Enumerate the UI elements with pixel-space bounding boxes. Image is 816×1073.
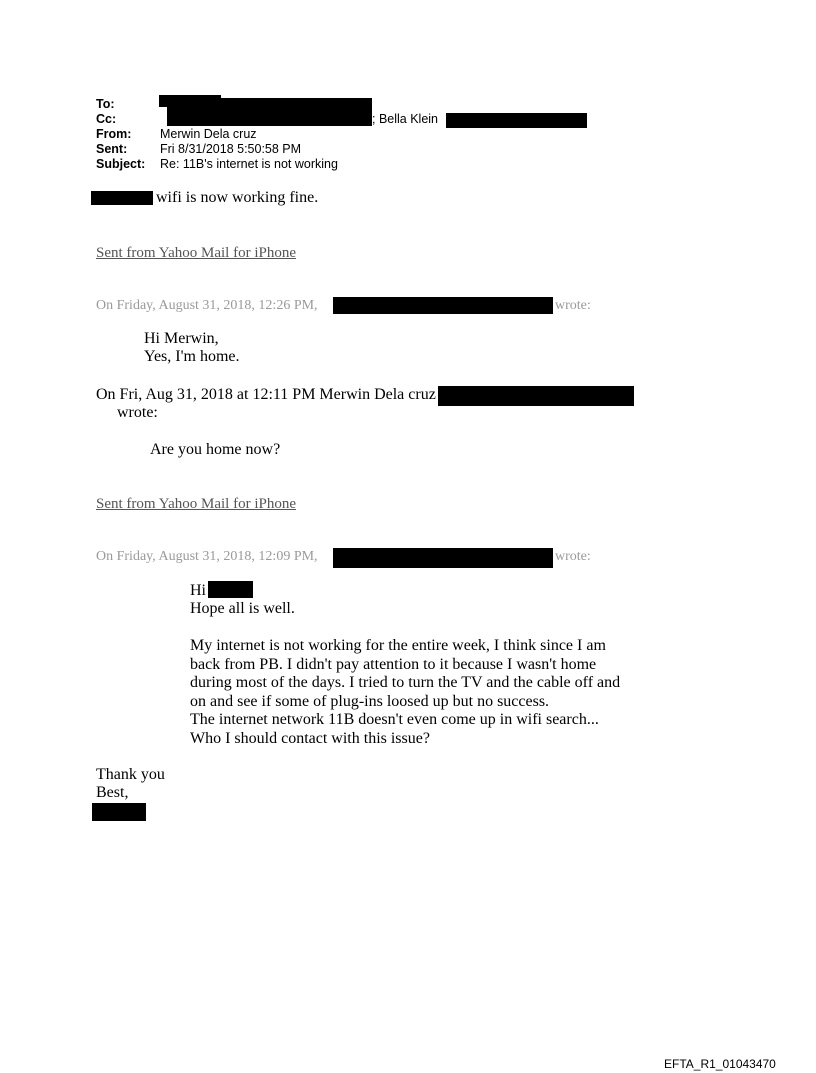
quote3-paragraph	[190, 637, 650, 748]
quote1-line1: Hi Merwin,	[144, 330, 219, 347]
redaction-quote3-sender	[333, 548, 553, 568]
paragraph-line: The internet network 11B doesn't even come up in wifi search...	[190, 711, 599, 728]
redaction-reply-name	[91, 191, 153, 205]
quote1-line2: Yes, I'm home.	[144, 348, 240, 365]
redaction-quote1-sender	[333, 297, 553, 314]
quote1-attribution: On Friday, August 31, 2018, 12:26 PM,	[96, 298, 318, 313]
paragraph-line: during most of the days. I tried to turn the TV and the cable off and	[190, 674, 621, 691]
quote3-greeting: Hi	[190, 582, 206, 599]
cc-visible-name: ; Bella Klein	[372, 112, 439, 126]
quote3-line1: Hope all is well.	[190, 600, 295, 617]
from-value: Merwin Dela cruz	[160, 127, 257, 141]
quote3-wrote: wrote:	[555, 549, 591, 564]
redaction-cc-email	[446, 113, 587, 128]
quote2-wrote: wrote:	[117, 404, 158, 421]
yahoo-signature-link-1[interactable]: Sent from Yahoo Mail for iPhone	[96, 245, 296, 261]
paragraph-line: My internet is not working for the entire week, I think since I am	[190, 637, 606, 654]
from-label: From:	[96, 127, 132, 141]
yahoo-signature-link-2[interactable]: Sent from Yahoo Mail for iPhone	[96, 496, 296, 512]
redaction-cc	[167, 98, 372, 126]
paragraph-line: back from PB. I didn't pay attention to it because I wasn't home	[190, 655, 597, 673]
bates-number: EFTA_R1_01043470	[664, 1057, 776, 1071]
paragraph-line: on and see if some of plug-ins loosed up but no success.	[190, 692, 550, 710]
redaction-quote2-email	[438, 386, 634, 406]
quote2-attribution: On Fri, Aug 31, 2018 at 12:11 PM Merwin Dela cruz	[96, 386, 436, 403]
redaction-signature-name	[92, 803, 146, 821]
to-label: To:	[96, 97, 115, 111]
closing-best: Best,	[96, 784, 129, 801]
reply-text: wifi is now working fine.	[156, 189, 319, 206]
sent-label: Sent:	[96, 142, 128, 156]
quote3-attribution: On Friday, August 31, 2018, 12:09 PM,	[96, 549, 318, 564]
subject-value: Re: 11B's internet is not working	[160, 157, 338, 171]
paragraph-line: Who I should contact with this issue?	[190, 729, 430, 747]
subject-label: Subject:	[96, 157, 146, 171]
closing-thank-you: Thank you	[96, 766, 165, 783]
quote1-wrote: wrote:	[555, 298, 591, 313]
redaction-quote3-greeting-name	[208, 581, 253, 598]
quote2-text: Are you home now?	[150, 441, 281, 458]
sent-value: Fri 8/31/2018 5:50:58 PM	[160, 142, 302, 156]
cc-label: Cc:	[96, 112, 117, 126]
